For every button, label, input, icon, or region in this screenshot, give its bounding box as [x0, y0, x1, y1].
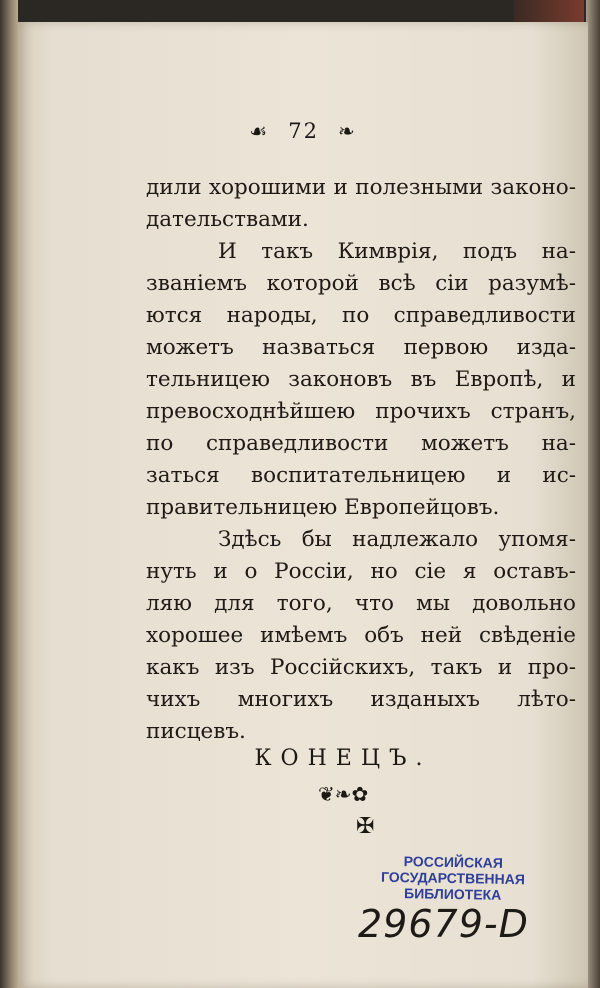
page-number: 72	[288, 119, 319, 143]
book-page	[18, 22, 588, 988]
text-line: Здѣсь бы надлежало упомя-	[218, 527, 576, 552]
text-line: нуть и о Россіи, но сіе я оставъ-	[146, 559, 576, 584]
text-line: хорошее имѣемъ объ ней свѣденіе	[146, 623, 576, 648]
text-line: дили хорошими и полезными законо-	[146, 175, 576, 200]
text-line: писцевъ.	[146, 719, 246, 744]
text-line: какъ изъ Россійскихъ, такъ и про-	[146, 655, 576, 680]
the-end-heading: КОНЕЦЪ.	[254, 746, 432, 771]
text-line: ляю для того, что мы довольно	[146, 591, 576, 616]
cover-corner	[514, 0, 584, 22]
book-right-edge	[586, 0, 600, 988]
stamp-line: РОССИЙСКАЯ	[403, 853, 504, 871]
text-line: ются народы, по справедливости	[146, 303, 576, 328]
text-line: превосходнѣйшею прочихъ странъ,	[146, 399, 576, 424]
page-header	[18, 118, 588, 143]
text-line: дательствами.	[146, 207, 309, 232]
header-ornament-right-icon: ❧	[337, 119, 357, 143]
tail-ornament-icon: ❦❧✿	[318, 782, 369, 806]
library-stamp	[378, 853, 529, 904]
book-left-edge	[0, 0, 18, 988]
page-body	[146, 172, 576, 748]
text-line: заться воспитательницею и ис-	[146, 463, 576, 488]
text-line: званіемъ которой всѣ сіи разумѣ-	[146, 271, 576, 296]
handwritten-shelfmark: 29679-D	[358, 902, 529, 946]
stamp-line: БИБЛИОТЕКА	[403, 885, 502, 903]
text-line: И такъ Кимврія, подъ на-	[218, 239, 576, 264]
header-ornament-left-icon: ☙	[249, 119, 270, 143]
text-line: правительницею Европейцовъ.	[146, 495, 500, 520]
text-line: по справедливости можетъ на-	[146, 431, 576, 456]
text-line: чихъ многихъ изданыхъ лѣто-	[146, 687, 576, 712]
text-line: тельницею законовъ въ Европѣ, и	[146, 367, 576, 392]
tail-cross-icon: ✠	[356, 814, 375, 839]
text-line: можетъ назваться первою изда-	[146, 335, 576, 360]
stamp-line: ГОСУДАРСТВЕННАЯ	[380, 868, 526, 888]
